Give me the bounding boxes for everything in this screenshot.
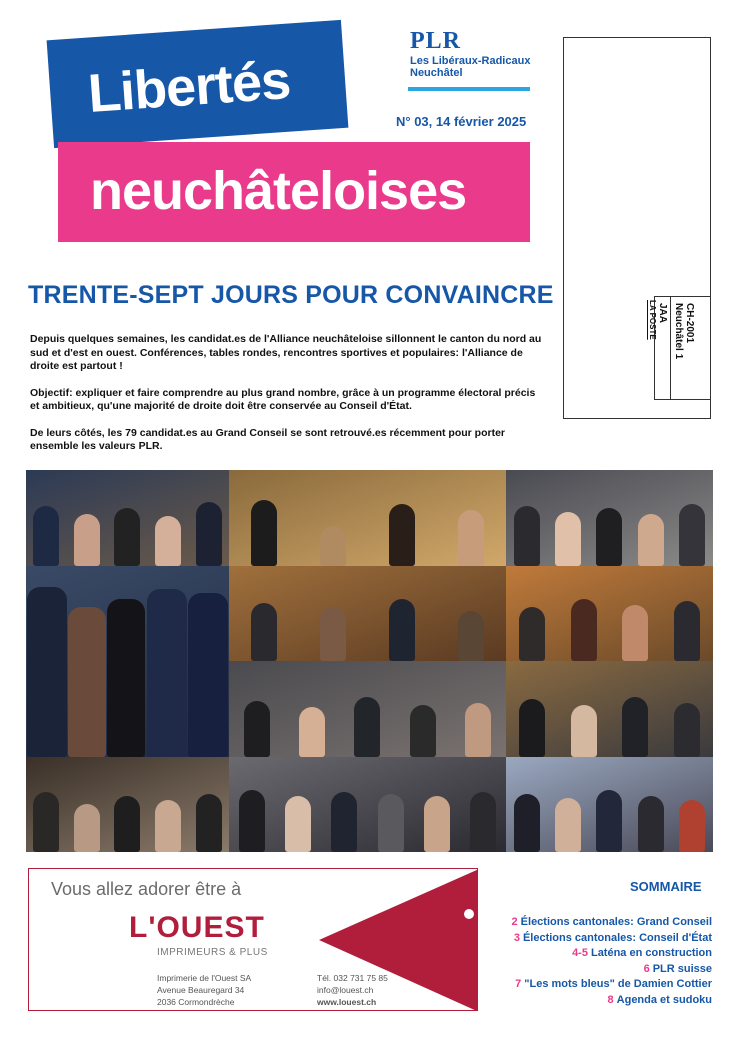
party-subtitle-line1: Les Libéraux-Radicaux [410, 55, 531, 67]
party-subtitle-line2: Neuchâtel [410, 67, 463, 79]
postage-code: JAA [657, 303, 668, 324]
sommaire-item[interactable]: 2 Élections cantonales: Grand Conseil [511, 916, 712, 928]
sommaire-list [512, 915, 712, 1008]
sommaire-item[interactable]: 8 Agenda et sudoku [607, 993, 712, 1006]
ad-website[interactable]: www.louest.ch [317, 997, 377, 1007]
postage-address: CH-2001 Neuchâtel 1 [670, 297, 697, 399]
article-paragraph: Objectif: expliquer et faire comprendre au plus grand nombre, grâce à un programme électoral précis et ambitieux, qu'une majorité de droite doit être conservée au Conseil d'État. [30, 386, 536, 412]
ad-address-line: Avenue Beauregard 34 [157, 985, 245, 995]
sommaire-item[interactable]: 4-5 Laténa en construction [572, 947, 712, 959]
ad-tagline: Vous allez adorer être à [51, 879, 242, 899]
photo-main [26, 566, 229, 757]
party-logo [410, 28, 530, 79]
photo [26, 470, 229, 566]
ad-arrow-graphic [319, 869, 478, 1011]
masthead-title-line2: neuchâteloises [90, 161, 467, 221]
photo [229, 661, 506, 757]
post-brand-logo: LA POSTE [648, 300, 657, 340]
photo [506, 661, 713, 757]
sommaire-item[interactable]: 3 Élections cantonales: Conseil d'État [513, 931, 712, 944]
ad-address-line: 2036 Cormondrèche [157, 997, 235, 1007]
photo [229, 470, 506, 566]
party-name: PLR [410, 28, 461, 54]
sommaire-item[interactable]: 6 PLR suisse [643, 962, 712, 975]
ad-email[interactable]: info@louest.ch [317, 985, 374, 995]
sommaire-item[interactable]: 7 "Les mots bleus" de Damien Cottier [515, 978, 712, 990]
article-headline: TRENTE-SEPT JOURS POUR CONVAINCRE [28, 281, 554, 309]
ad-brand-logo: L'OUEST [129, 911, 265, 944]
masthead-title-line1: Libertés [86, 50, 292, 124]
advertisement[interactable] [28, 868, 478, 1011]
sommaire-title: SOMMAIRE [630, 879, 702, 894]
article-paragraph: Depuis quelques semaines, les candidat.es de l'Alliance neuchâteloise sillonnent le canton du nord au sud et d'est en ouest. Conférences, tables rondes, rencontres sportives et populaires: l'Alliance de droite est partout ! [30, 333, 542, 372]
ad-address-line: Imprimerie de l'Ouest SA [157, 973, 252, 983]
photo [506, 470, 713, 566]
ad-phone: Tél. 032 731 75 85 [317, 973, 388, 983]
party-logo-bar [408, 87, 530, 91]
postage-stamp [654, 296, 711, 400]
issue-number-date: N° 03, 14 février 2025 [396, 114, 527, 129]
photo [229, 757, 506, 853]
ad-brand-subtitle: IMPRIMEURS & PLUS [157, 947, 268, 958]
ad-address [157, 972, 251, 1008]
photo [506, 757, 713, 853]
photo [506, 566, 713, 662]
photo-collage [26, 470, 713, 852]
article-intro [30, 333, 542, 467]
photo [26, 757, 229, 853]
photo [229, 566, 506, 662]
article-paragraph: De leurs côtés, les 79 candidat.es au Grand Conseil se sont retrouvé.es récemment pour porter ensemble les valeurs PLR. [30, 426, 505, 452]
